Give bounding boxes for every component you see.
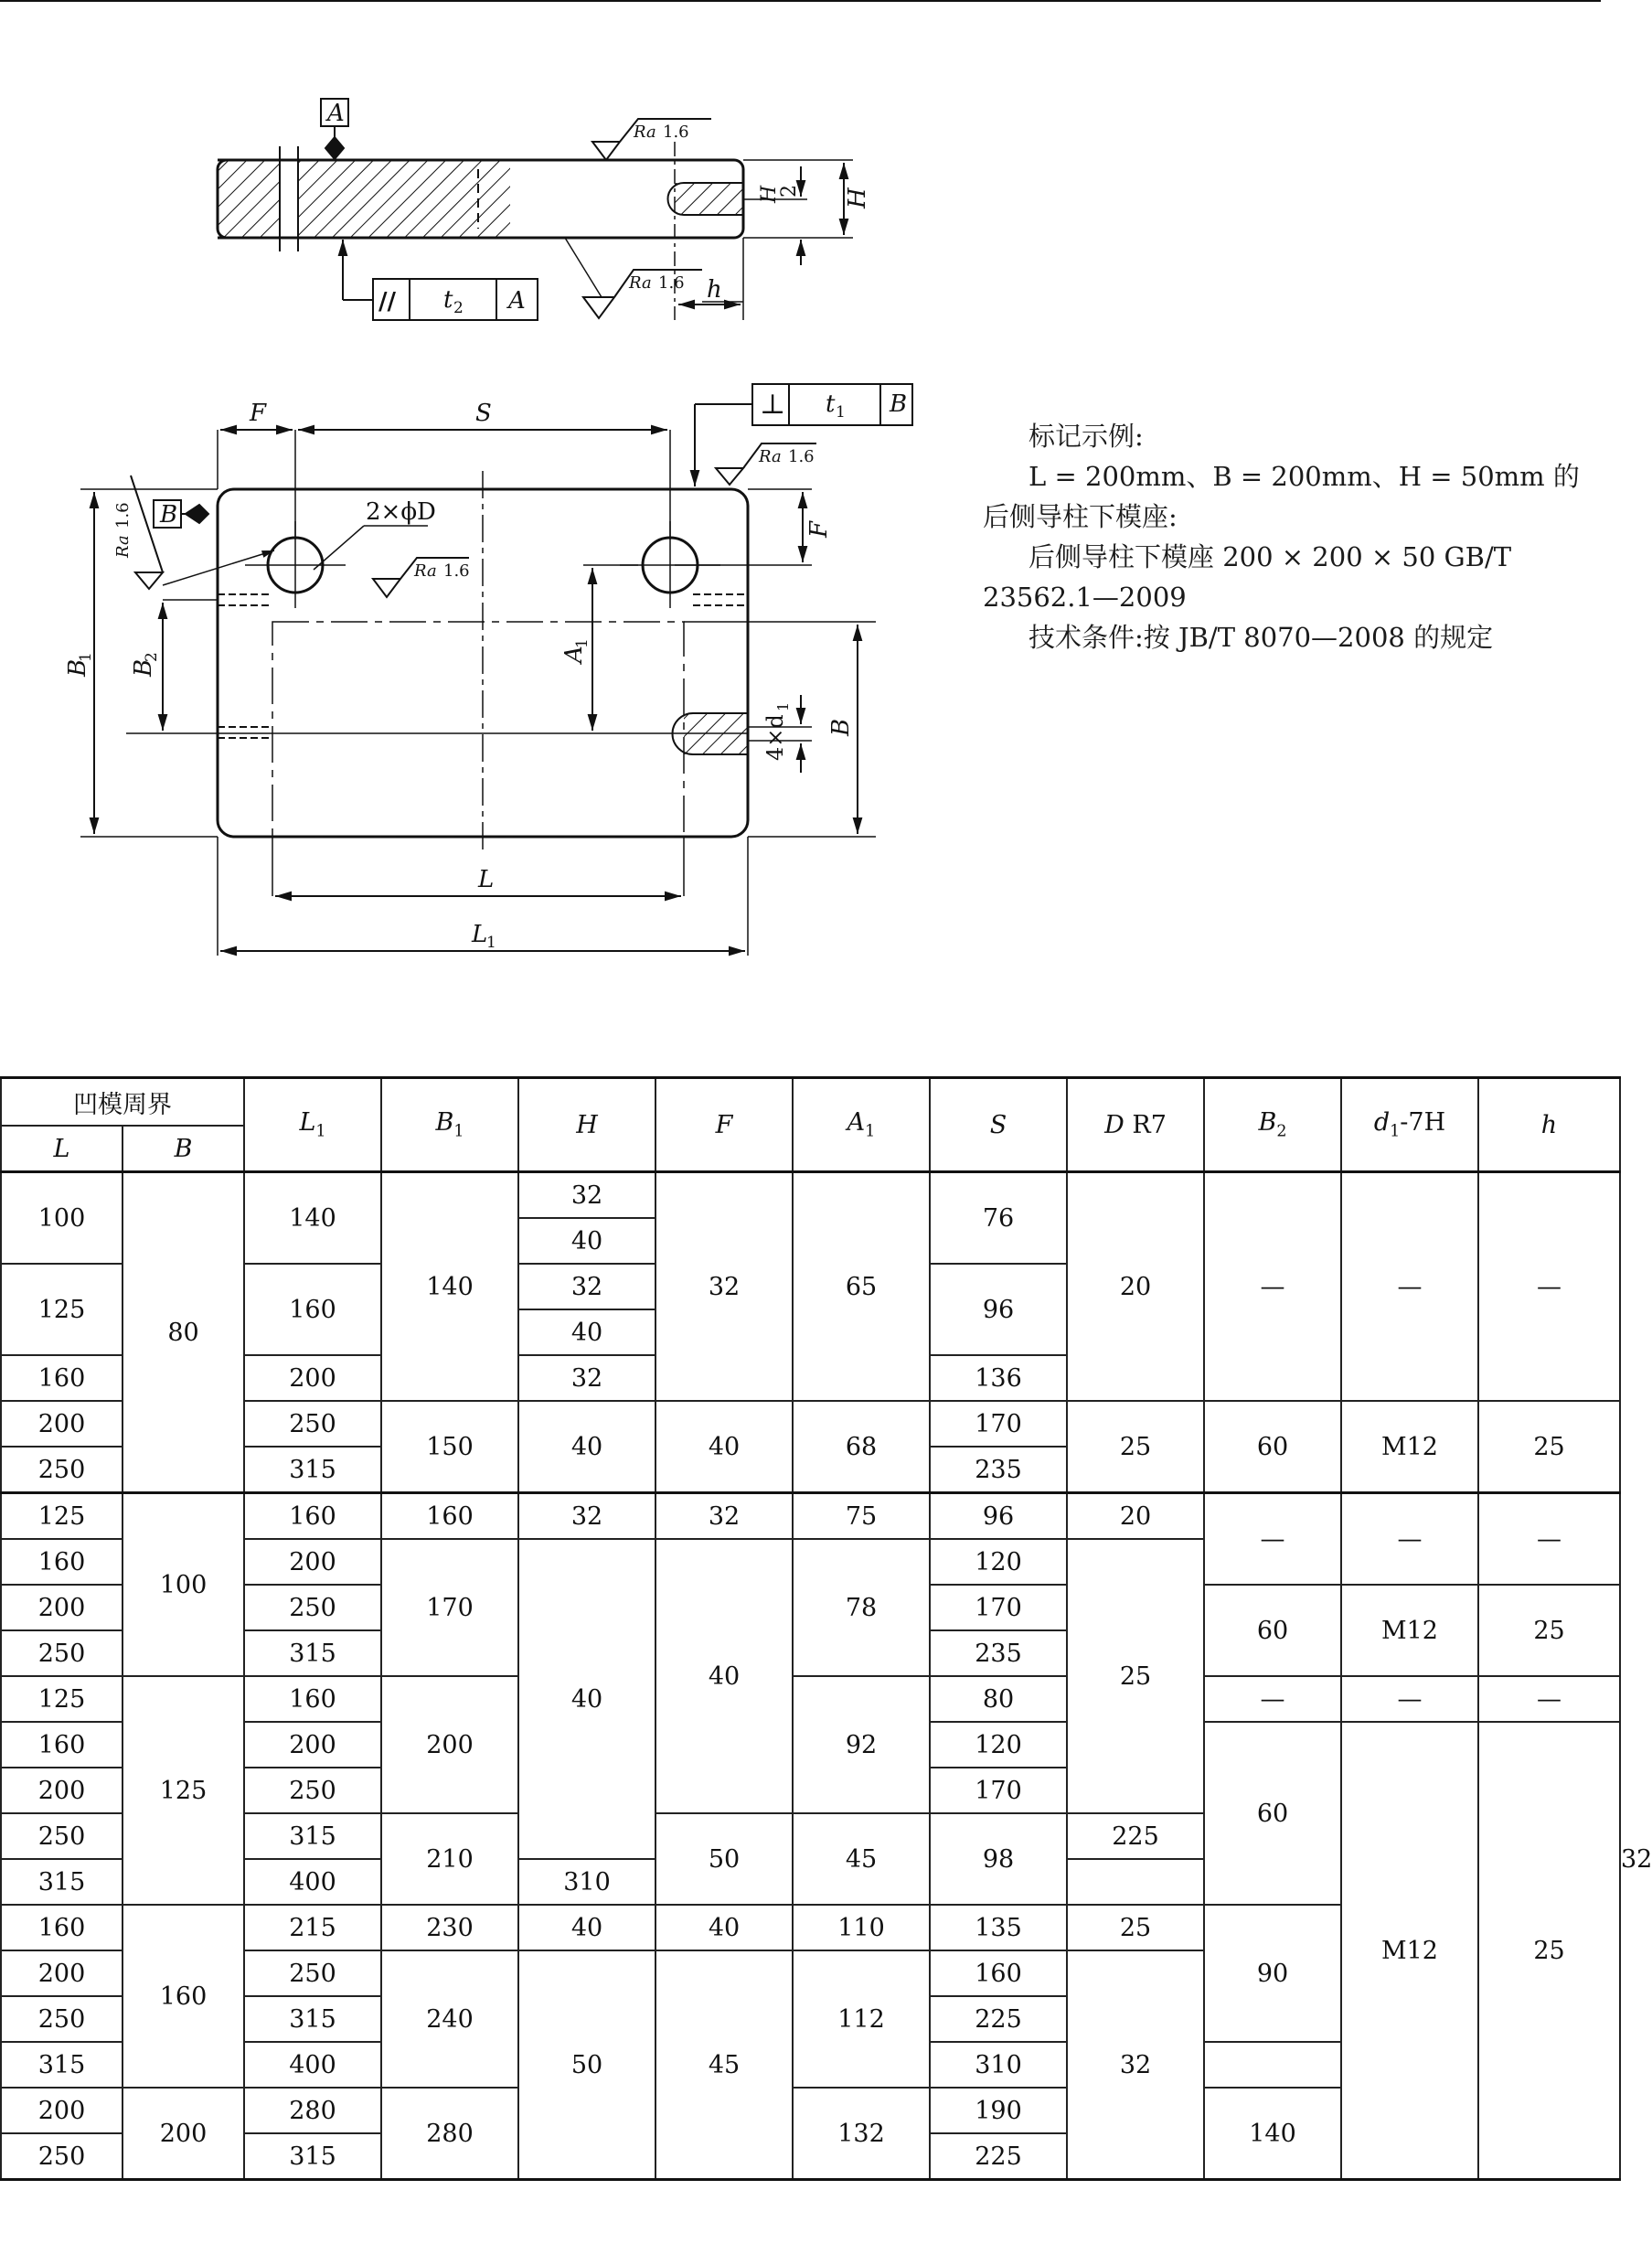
cell-h: 40 [518, 1309, 655, 1355]
cell-d1: — [1341, 1172, 1478, 1402]
cell-d: 25 [1067, 1905, 1204, 1950]
cell-a1: 132 [793, 2088, 930, 2180]
header-a1-sub: 1 [865, 1122, 876, 1141]
table-row [1, 1401, 1620, 1447]
cell-l: 315 [1, 2042, 123, 2088]
cell-l1: 250 [244, 1401, 381, 1447]
cell-l1: 200 [244, 1722, 381, 1768]
plan-view [80, 384, 912, 956]
cell-d: 32 [1067, 1950, 1204, 2180]
cell-l: 200 [1, 1585, 123, 1630]
cell-s: 310 [930, 2042, 1067, 2088]
cell-s: 96 [930, 1493, 1067, 1540]
cell-l: 100 [1, 1172, 123, 1265]
side-view [218, 99, 853, 320]
ra-label-4: Ra [414, 561, 437, 581]
cell-h-small: 25 [1478, 1401, 1620, 1493]
header-b2-text: B [1258, 1108, 1277, 1138]
cell-d1: M12 [1341, 1401, 1478, 1493]
cell-b: 125 [123, 1676, 244, 1905]
cell-l1: 160 [244, 1676, 381, 1722]
header-b: B [123, 1126, 244, 1172]
cell-d1: M12 [1341, 1722, 1478, 2180]
header-l1-sub: 1 [315, 1122, 326, 1141]
cell-h-small: 25 [1478, 1722, 1620, 2180]
cell-s: 170 [930, 1768, 1067, 1813]
header-l1-text: L [299, 1108, 316, 1138]
cell-l: 125 [1, 1264, 123, 1355]
cell-l: 125 [1, 1493, 123, 1540]
cell-s: 225 [1067, 1813, 1204, 1859]
cell-l: 250 [1, 2133, 123, 2180]
cell-l1: 250 [244, 1585, 381, 1630]
cell-h: 50 [655, 1813, 793, 1905]
cell-s: 310 [518, 1859, 655, 1905]
cell-a1: 78 [793, 1539, 930, 1676]
cell-l: 250 [1, 1630, 123, 1676]
cell-h: 32 [518, 1493, 655, 1540]
cell-b: 200 [123, 2088, 244, 2180]
cell-b1: 210 [381, 1813, 518, 1905]
cell-s: 160 [930, 1950, 1067, 1996]
table-row [1, 1676, 1620, 1722]
cell-a1: 98 [930, 1813, 1067, 1905]
header-a1 [793, 1078, 930, 1172]
cell-l1: 315 [244, 1447, 381, 1493]
cell-l1: 400 [244, 1859, 381, 1905]
parallel-symbol: // [378, 288, 396, 315]
marking-notes [983, 416, 1586, 657]
cell-h: 32 [518, 1172, 655, 1219]
cell-h: 50 [518, 1950, 655, 2180]
cell-l1: 200 [244, 1355, 381, 1401]
header-d [1067, 1078, 1204, 1172]
cell-f: 40 [655, 1905, 793, 1950]
cell-b1: 230 [381, 1905, 518, 1950]
ra-value-4: 1.6 [443, 561, 470, 581]
cell-b1: 160 [381, 1493, 518, 1540]
ra-value-1: 1.6 [663, 123, 689, 142]
dim-l1: L [472, 921, 488, 948]
hole-label: 2×ϕD [366, 498, 436, 526]
cell-s: 190 [930, 2088, 1067, 2133]
dim-b1-sub: 1 [77, 652, 95, 662]
dim-b2: B [130, 658, 157, 677]
dim-f-right: F [805, 520, 833, 538]
cell-b2: — [1204, 1676, 1341, 1722]
cell-l1: 250 [244, 1950, 381, 1996]
cell-b1: 140 [381, 1172, 518, 1402]
header-h: H [518, 1078, 655, 1172]
cell-l1: 400 [244, 2042, 381, 2088]
dim-h-half-den: 2 [778, 185, 801, 198]
cell-d1: — [1341, 1493, 1478, 1586]
cell-a1: 110 [793, 1905, 930, 1950]
cell-a1: 112 [793, 1950, 930, 2088]
cell-s: 225 [930, 1996, 1067, 2042]
header-b2-sub: 2 [1276, 1122, 1287, 1141]
cell-s: 170 [930, 1585, 1067, 1630]
dimension-table-wrap [0, 1076, 1652, 2181]
cell-d: 25 [1067, 1401, 1204, 1493]
cell-s: 170 [930, 1401, 1067, 1447]
cell-h: 40 [518, 1218, 655, 1264]
cell-l1: 160 [244, 1264, 381, 1355]
dimension-table [0, 1076, 1652, 2181]
technical-drawing [35, 46, 940, 997]
dim-thread-sub: 1 [774, 701, 792, 711]
notes-line1: L = 200mm、B = 200mm、H = 50mm 的后侧导柱下模座: [983, 461, 1580, 532]
cell-l: 200 [1, 1768, 123, 1813]
cell-l1: 200 [244, 1539, 381, 1585]
cell-a1: 65 [793, 1172, 930, 1402]
cell-b2: 60 [1204, 1722, 1341, 1905]
t1-label: t [826, 390, 836, 418]
header-b1-sub: 1 [453, 1122, 464, 1141]
header-d-tol: R7 [1124, 1110, 1167, 1139]
t2-label: t [443, 286, 453, 314]
cell-l1: 160 [244, 1493, 381, 1540]
cell-a1: 75 [793, 1493, 930, 1540]
cell-b: 100 [123, 1493, 244, 1677]
table-row [1, 1493, 1620, 1540]
top-rule [0, 0, 1601, 2]
dim-b2-sub: 2 [143, 652, 161, 662]
cell-l: 250 [1, 1447, 123, 1493]
header-f: F [655, 1078, 793, 1172]
datum-a-label: A [327, 100, 345, 127]
cell-b1: 240 [381, 1950, 518, 2088]
cell-d1: M12 [1341, 1585, 1478, 1676]
cell-l: 125 [1, 1676, 123, 1722]
header-l1 [244, 1078, 381, 1172]
t1-sub: 1 [836, 403, 846, 422]
cell-l: 160 [1, 1539, 123, 1585]
cell-b2: 140 [1204, 2088, 1341, 2180]
cell-l: 250 [1, 1996, 123, 2042]
cell-h: 40 [518, 1539, 655, 1859]
cell-b1: 280 [381, 2088, 518, 2180]
cell-b1: 200 [381, 1676, 518, 1813]
cell-h-small: — [1478, 1172, 1620, 1402]
cell-b: 160 [123, 1905, 244, 2088]
dim-h-upper: H [844, 187, 871, 208]
ra-label-5: Ra [113, 535, 133, 558]
header-d-text: D [1104, 1110, 1124, 1139]
notes-title: 标记示例: [1029, 421, 1144, 452]
cell-b: 80 [123, 1172, 244, 1493]
header-l: L [1, 1126, 123, 1172]
cell-l1: 315 [244, 1630, 381, 1676]
cell-f: 40 [655, 1539, 793, 1813]
cell-s: 80 [930, 1676, 1067, 1722]
cell-l1: 215 [244, 1905, 381, 1950]
cell-h: 32 [518, 1355, 655, 1401]
cell-f: 45 [793, 1813, 930, 1905]
datum-b-ref: B [890, 390, 908, 418]
dim-l: L [478, 866, 495, 893]
cell-l1: 140 [244, 1172, 381, 1265]
cell-b2: 60 [1204, 1401, 1341, 1493]
header-b1-text: B [435, 1108, 454, 1138]
cell-l: 315 [1, 1859, 123, 1905]
cell-l1: 315 [244, 1996, 381, 2042]
header-d1-text: d [1373, 1108, 1391, 1138]
cell-h: 40 [518, 1905, 655, 1950]
cell-b2: — [1204, 1493, 1341, 1586]
dim-a1-sub: 1 [573, 638, 592, 648]
header-h-small: h [1478, 1078, 1620, 1172]
cell-l: 160 [1, 1355, 123, 1401]
cell-s: 76 [930, 1172, 1067, 1265]
cell-d1: — [1341, 1676, 1478, 1722]
ra-label-3: Ra [759, 447, 782, 466]
cell-l1: 315 [244, 2133, 381, 2180]
cell-l: 200 [1, 2088, 123, 2133]
dim-b1: B [64, 658, 91, 677]
cell-b1: 150 [381, 1401, 518, 1493]
cell-l1: 280 [244, 2088, 381, 2133]
cell-d: 20 [1067, 1172, 1204, 1402]
ra-value-3: 1.6 [788, 447, 815, 466]
cell-h: 40 [518, 1401, 655, 1493]
cell-s: 235 [930, 1630, 1067, 1676]
perp-symbol: ⊥ [760, 389, 786, 421]
header-d1-tol: -7H [1400, 1108, 1446, 1138]
cell-l1: 315 [244, 1813, 381, 1859]
ra-value-5: 1.6 [113, 502, 133, 529]
cell-a1: 92 [793, 1676, 930, 1813]
header-d1-sub: 1 [1390, 1122, 1401, 1141]
notes-line2: 后侧导柱下模座 200 × 200 × 50 GB/T 23562.1—2009 [983, 541, 1512, 613]
cell-b2: 60 [1204, 1585, 1341, 1676]
header-die-perimeter: 凹模周界 [1, 1078, 244, 1127]
dim-l1-sub: 1 [486, 934, 496, 952]
cell-l: 200 [1, 1401, 123, 1447]
notes-line3: 技术条件:按 JB/T 8070—2008 的规定 [1029, 622, 1494, 653]
cell-d: 25 [1067, 1539, 1204, 1813]
cell-s: 135 [930, 1905, 1067, 1950]
cell-h-small: 25 [1478, 1585, 1620, 1676]
header-a1-text: A [847, 1108, 866, 1138]
cell-h-small: — [1478, 1493, 1620, 1586]
cell-f: 45 [655, 1950, 793, 2180]
cell-h-small: — [1478, 1676, 1620, 1722]
cell-b2: — [1204, 1172, 1341, 1402]
dim-s: S [475, 400, 492, 427]
cell-s: 96 [930, 1264, 1067, 1355]
cell-f: 40 [655, 1401, 793, 1493]
cell-l: 200 [1, 1950, 123, 1996]
datum-b-label: B [160, 501, 178, 529]
cell-f: 32 [655, 1493, 793, 1540]
t2-sub: 2 [453, 299, 464, 317]
datum-a-ref: A [508, 287, 526, 315]
table-row [1, 1172, 1620, 1219]
cell-s: 120 [930, 1539, 1067, 1585]
cell-l: 160 [1, 1722, 123, 1768]
dim-f-top: F [250, 400, 267, 427]
header-b2 [1204, 1078, 1341, 1172]
cell-b1: 170 [381, 1539, 518, 1676]
dim-h-small: h [707, 276, 722, 304]
cell-f: 32 [655, 1172, 793, 1402]
header-s: S [930, 1078, 1067, 1172]
header-b1 [381, 1078, 518, 1172]
header-d1 [1341, 1078, 1478, 1172]
cell-s: 136 [930, 1355, 1067, 1401]
dim-b: B [827, 718, 855, 736]
table-row: 250 315 210 50 45 98 225 32 [1, 1813, 1620, 1859]
dim-a1: A [560, 646, 588, 663]
cell-h: 32 [518, 1264, 655, 1309]
cell-d: 20 [1067, 1493, 1204, 1540]
ra-value-2: 1.6 [658, 273, 685, 293]
cell-l1: 250 [244, 1768, 381, 1813]
cell-s: 225 [930, 2133, 1067, 2180]
cell-l: 250 [1, 1813, 123, 1859]
ra-label-2: Ra [629, 273, 652, 293]
cell-s: 120 [930, 1722, 1067, 1768]
cell-l: 160 [1, 1905, 123, 1950]
ra-label-1: Ra [634, 123, 656, 142]
dim-h-half-num: H [758, 185, 781, 203]
dim-thread: 4×d [762, 714, 788, 761]
cell-s: 235 [930, 1447, 1067, 1493]
cell-b2: 90 [1204, 1905, 1341, 2042]
cell-a1: 68 [793, 1401, 930, 1493]
